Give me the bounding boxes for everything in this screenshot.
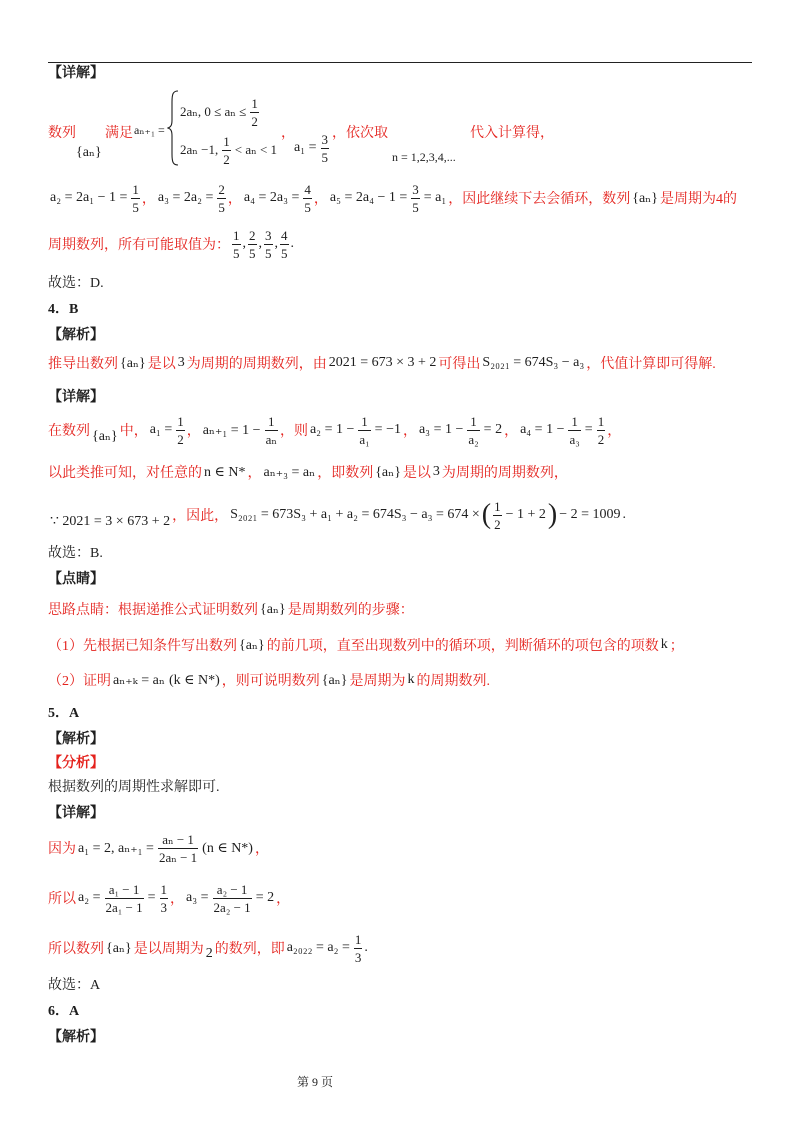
numerator: 4 (281, 227, 288, 243)
numerator: 1 (177, 413, 184, 429)
value-fraction-4 (280, 228, 289, 261)
q4-line-3 (48, 493, 626, 537)
denominator: aₙ (265, 431, 277, 447)
a3-result: = 2 (255, 890, 275, 905)
satisfy-text: 满足 (105, 126, 133, 141)
numerator: 1 (233, 227, 240, 243)
a4-result-fraction (597, 414, 606, 447)
a2-expr: a₂ = 1 − (309, 422, 355, 437)
comma: ， (504, 424, 519, 439)
text: ，则可说明数列 (221, 674, 320, 689)
term-expr: a₂₀₂₂ = a₂ = (286, 940, 350, 955)
condition-expr: (k ∈ N*) (168, 672, 220, 688)
a2-expr: a₂ = (78, 890, 101, 905)
q3-calc-line (48, 178, 737, 218)
a5-tail: = a₁ (423, 190, 447, 205)
denominator: 2 (597, 431, 605, 447)
denominator: 5 (265, 245, 272, 261)
q4-step-1 (48, 633, 684, 657)
denominator: a₃ (569, 431, 580, 447)
page-number: 第 9 页 (297, 1075, 334, 1089)
cycle-text: ，因此继续下去会循环，数列 (448, 192, 631, 207)
analysis-label: 【解析】 (48, 1030, 104, 1045)
numerator: 1 (597, 413, 605, 429)
k-variable: k (660, 637, 668, 652)
numerator: 1 (354, 931, 362, 947)
detail-label: 【详解】 (48, 390, 104, 405)
period-mark: . (290, 236, 294, 251)
sequence-symbol: {aₙ} (260, 601, 286, 617)
periodic-relation: aₙ₊ₖ = aₙ (113, 672, 165, 688)
denominator: 3 (354, 949, 362, 965)
a4-fraction (303, 182, 312, 215)
denominator: 5 (412, 199, 419, 215)
numerator: 3 (321, 131, 328, 147)
text: 因为 (48, 842, 76, 857)
text: （1）先根据已知条件写出数列 (48, 639, 237, 654)
piecewise-case-1 (178, 95, 261, 129)
numerator: a₂ − 1 (213, 882, 252, 899)
comma: ， (607, 424, 622, 439)
period-value: 3 (432, 464, 440, 479)
summary-text-2: 是以 (147, 357, 176, 372)
denominator: 2a₁ − 1 (105, 899, 143, 915)
a2-fraction (105, 882, 144, 915)
period-value: 2 (205, 946, 213, 961)
text: 思路点睛：根据递推公式证明数列 (48, 603, 258, 618)
seq-word: 数列 (48, 126, 76, 141)
sequence-symbol: {aₙ} (321, 672, 348, 688)
k-variable: k (407, 672, 415, 687)
a3-fraction (467, 414, 479, 447)
take-in-turn-text: ，依次取 (332, 126, 388, 141)
summary-text-5: ，代值计算即可得解. (586, 357, 716, 372)
numerator: 3 (265, 227, 272, 243)
period-value: 3 (177, 355, 185, 370)
numerator: 1 (467, 414, 479, 431)
text: 是以周期为 (133, 942, 204, 957)
q5-line-2 (48, 876, 290, 920)
sum-equation: S₂₀₂₁ = 674S₃ − a₃ (482, 355, 585, 370)
denominator: 3 (160, 899, 168, 915)
q6-analysis-label-row (48, 1027, 104, 1045)
sequence-symbol: {aₙ} (92, 428, 118, 444)
denominator: 5 (132, 199, 139, 215)
a4-fraction (568, 414, 580, 447)
analysis-label: 【解析】 (48, 732, 104, 747)
denominator: 5 (218, 199, 225, 215)
right-paren: ) (547, 499, 558, 530)
a3-value: = 2 (483, 422, 503, 437)
equals: = (584, 422, 593, 437)
breakdown-text: 根据数列的周期性求解即可. (48, 780, 220, 795)
summary-text-4: 可得出 (438, 357, 481, 372)
q4-heading-row (48, 299, 78, 317)
definition-expr: a₁ = 2, aₙ₊₁ = (78, 840, 154, 856)
sum-expr-b: − 2 = 1009 (559, 507, 621, 522)
left-paren: ( (481, 499, 492, 530)
sequence-symbol: {aₙ} (375, 464, 401, 480)
q5-heading-row (48, 703, 79, 721)
value-fraction-2 (248, 228, 257, 261)
text: ，因此， (172, 509, 229, 524)
q4-line-1 (48, 408, 621, 452)
numerator: a₁ − 1 (105, 882, 144, 899)
comma: ， (186, 424, 201, 439)
a1-lhs: a₁ = (294, 140, 317, 155)
denominator: 2 (177, 431, 184, 447)
piecewise-case-2 (178, 133, 279, 167)
q4-summary-line (48, 351, 716, 375)
q4-tip-line (48, 597, 414, 621)
comma: ， (276, 892, 291, 907)
a4-expr: a₄ = 2a₃ = (243, 190, 300, 205)
semicolon: ； (669, 639, 684, 654)
answer-text: 故选：A (48, 978, 101, 993)
sequence-symbol: {aₙ} (76, 145, 102, 160)
case-2-expr-a: 2aₙ −1, (180, 142, 219, 157)
since-expr: ∵ 2021 = 3 × 673 + 2 (50, 513, 171, 529)
numerator: 1 (223, 133, 230, 149)
division-equation: 2021 = 673 × 3 + 2 (328, 355, 437, 370)
comma: ， (281, 126, 295, 141)
recurrence-fraction (265, 414, 278, 447)
summary-text-3: 为周期的周期数列，由 (186, 357, 327, 372)
text: 在数列 (48, 424, 90, 439)
q4-line-2 (48, 460, 568, 484)
text: 的数列，即 (214, 942, 285, 957)
text: 中， (119, 424, 148, 439)
text: 是周期为 (349, 674, 406, 689)
q4-detail-label-row (48, 387, 104, 405)
comma: ， (227, 192, 242, 207)
period-mark: . (364, 940, 368, 955)
result-fraction (354, 932, 363, 965)
recurrence-expr: aₙ₊₁ = 1 − (202, 422, 261, 438)
a1-fraction (321, 132, 330, 165)
comma: , (258, 236, 262, 251)
q3-detail-label-row (48, 63, 104, 81)
a5-fraction (411, 182, 420, 215)
denominator: a₂ (468, 431, 479, 447)
denominator: 5 (304, 199, 311, 215)
a3-fraction (213, 882, 252, 915)
sequence-symbol: {aₙ} (239, 637, 265, 653)
q5-answer-row (48, 975, 100, 993)
tip-label: 【点睛】 (48, 572, 104, 587)
a3-expr: a₃ = 1 − (418, 422, 464, 437)
numerator: 1 (251, 95, 258, 111)
comma: ， (402, 424, 417, 439)
sequence-symbol: {aₙ} (106, 940, 132, 956)
value-fraction-3 (264, 228, 273, 261)
numerator: 2 (218, 181, 225, 197)
denominator: 2a₂ − 1 (213, 899, 251, 915)
a1-expr: a₁ = (149, 422, 173, 437)
q6-heading-row (48, 1001, 79, 1019)
denominator: 5 (233, 245, 240, 261)
breakdown-label: 【分析】 (48, 756, 104, 771)
a2-fraction (131, 182, 140, 215)
numerator: 1 (132, 181, 139, 197)
question-heading: 4．B (48, 302, 79, 317)
recurrence-lhs: aₙ₊₁ = (134, 123, 165, 137)
a2-expr: a₂ = 2a₁ − 1 = (50, 190, 128, 205)
a1-fraction (176, 414, 185, 447)
a3-expr: a₃ = (186, 890, 209, 905)
denominator: a₁ (359, 431, 370, 447)
numerator: 1 (358, 414, 370, 431)
a2-fraction (358, 414, 370, 447)
comma: ， (141, 192, 156, 207)
value-fraction-1 (232, 228, 241, 261)
comma: ， (247, 466, 262, 481)
text: （2）证明 (48, 674, 111, 689)
q4-tip-label-row (48, 569, 104, 587)
q4-analysis-label-row (48, 325, 104, 343)
answer-text: 故选：D. (48, 276, 104, 291)
periodic-relation: aₙ₊₃ = aₙ (263, 464, 316, 480)
denominator: 2 (494, 516, 501, 532)
q5-breakdown-label-row (48, 753, 104, 771)
numerator: 1 (494, 498, 501, 514)
q5-breakdown-row (48, 777, 220, 795)
denominator: 5 (249, 245, 256, 261)
answer-text: 故选：B. (48, 546, 103, 561)
a1-definition (292, 131, 331, 165)
q4-answer-row (48, 543, 103, 561)
q5-detail-label-row (48, 803, 104, 821)
text: 的前几项，直至出现数列中的循环项，判断循环的项包含的项数 (266, 639, 659, 654)
denominator: 5 (321, 149, 328, 165)
comma: ， (170, 892, 185, 907)
detail-label: 【详解】 (48, 66, 104, 81)
period-text: 是周期为4的 (659, 192, 737, 207)
numerator: 3 (412, 181, 419, 197)
n-values: n = 1,2,3,4,... (392, 150, 456, 164)
a3-expr: a₃ = 2a₂ = (157, 190, 214, 205)
case-1-fraction (250, 96, 259, 129)
text: 是周期数列的步骤： (287, 603, 414, 618)
analysis-label: 【解析】 (48, 328, 104, 343)
comma: , (274, 236, 278, 251)
recurrence-fraction (158, 832, 198, 865)
text: ，即数列 (317, 466, 374, 481)
case-1-expr: 2aₙ, 0 ≤ aₙ ≤ (180, 104, 247, 119)
a4-expr: a₄ = 1 − (520, 422, 565, 437)
q4-step-2 (48, 667, 490, 693)
q5-line-1 (48, 826, 269, 870)
summary-text-1: 推导出数列 (48, 357, 118, 372)
question-heading: 6．A (48, 1004, 80, 1019)
comma: ， (313, 192, 328, 207)
numerator: 1 (160, 881, 168, 897)
q5-line-3 (48, 928, 368, 968)
comma: ， (254, 842, 269, 857)
text: 是以 (402, 466, 431, 481)
period-mark: . (622, 507, 627, 522)
condition-expr: (n ∈ N*) (202, 840, 253, 856)
text: 所以数列 (48, 942, 104, 957)
denominator: 2 (223, 151, 230, 167)
a5-expr: a₅ = 2a₄ − 1 = (329, 190, 408, 205)
equals: = (147, 890, 156, 905)
denominator: 5 (281, 245, 288, 261)
a3-fraction (217, 182, 226, 215)
sequence-symbol: {aₙ} (632, 190, 658, 206)
comma: , (242, 236, 246, 251)
q3-values-line (48, 224, 294, 264)
denominator: 2 (251, 113, 258, 129)
numerator: 4 (304, 181, 311, 197)
values-text: 周期数列，所有可能取值为： (48, 238, 230, 253)
denominator: 2aₙ − 1 (158, 849, 198, 865)
numerator: 1 (265, 414, 278, 431)
numerator: 2 (249, 227, 256, 243)
numerator: aₙ − 1 (158, 832, 198, 849)
text: 为周期的周期数列， (441, 466, 568, 481)
case-2-expr-b: < aₙ < 1 (234, 142, 278, 157)
text: 以此类推可知，对任意的 (48, 466, 202, 481)
text: 的周期数列. (416, 674, 490, 689)
text: 所以 (48, 892, 76, 907)
substitute-text: 代入计算得， (470, 126, 554, 141)
question-heading: 5．A (48, 706, 80, 721)
case-2-fraction (222, 134, 231, 167)
sum-expr-a: S₂₀₂₁ = 673S₃ + a₁ + a₂ = 674S₃ − a₃ = 674 × (230, 507, 480, 522)
detail-label: 【详解】 (48, 806, 104, 821)
half-fraction (493, 499, 502, 532)
a2-result-fraction (160, 882, 169, 915)
condition-expr: n ∈ N* (204, 464, 246, 480)
inner-expr: − 1 + 2 (505, 507, 546, 522)
header-rule (48, 62, 752, 63)
text: ，则 (279, 424, 308, 439)
q5-analysis-label-row (48, 729, 104, 747)
sequence-symbol: {aₙ} (120, 355, 146, 371)
numerator: 1 (568, 414, 580, 431)
a2-value: = −1 (374, 422, 401, 437)
q3-answer-row (48, 273, 104, 291)
